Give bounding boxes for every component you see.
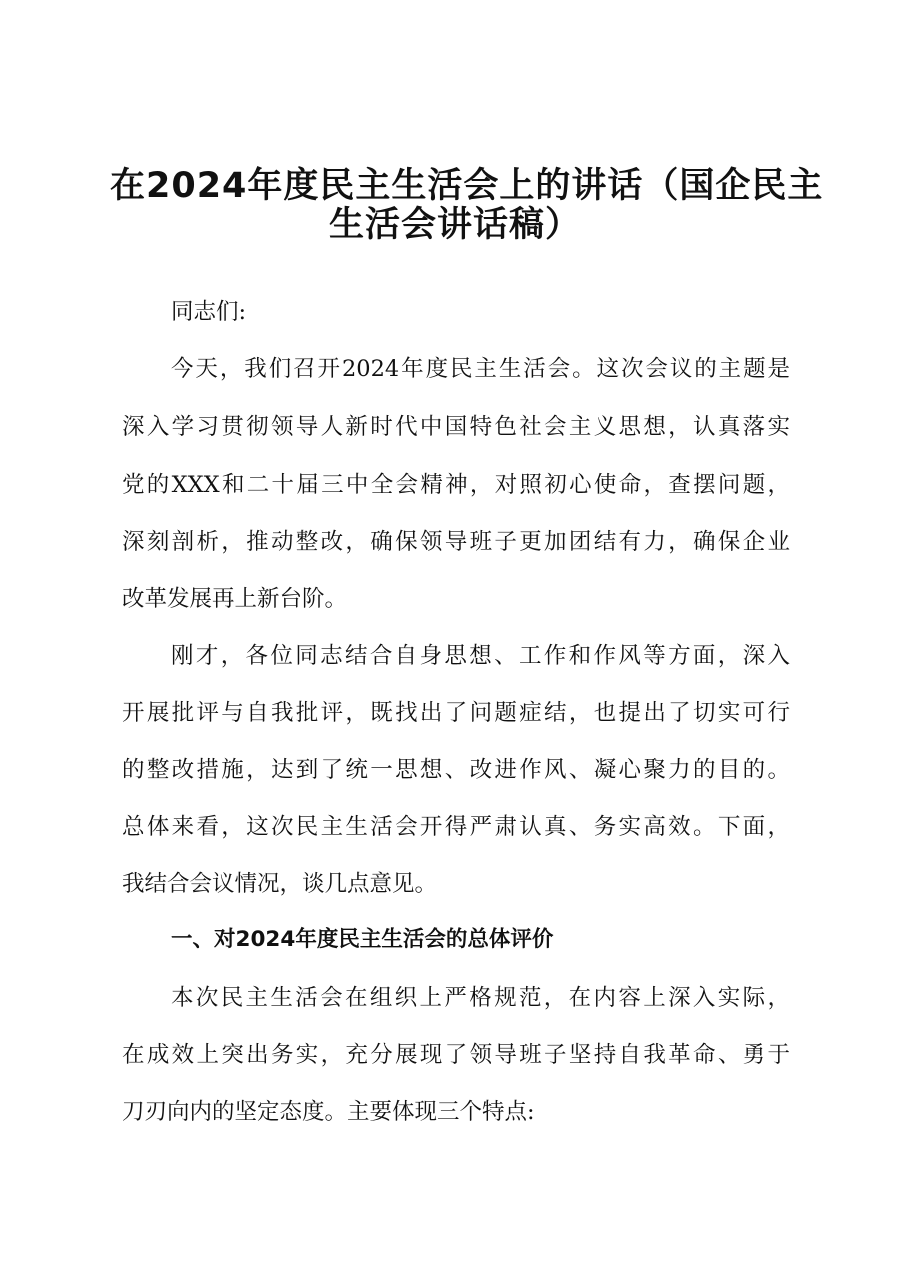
section-paragraph-line-3: 刀刃向内的坚定态度。主要体现三个特点:: [122, 1099, 535, 1125]
paragraph-1-line-4: 深刻剖析，推动整改，确保领导班子更加团结有力，确保企业: [122, 529, 790, 555]
paragraph-2-line-2: 开展批评与自我批评，既找出了问题症结，也提出了切实可行: [122, 700, 790, 726]
document-title-line-1: 在2024年度民主生活会上的讲话（国企民主: [110, 166, 824, 206]
paragraph-2-line-1: 刚才，各位同志结合自身思想、工作和作风等方面，深入: [171, 643, 790, 669]
section-paragraph-line-2: 在成效上突出务实，充分展现了领导班子坚持自我革命、勇于: [122, 1042, 790, 1068]
paragraph-2-line-3: 的整改措施，达到了统一思想、改进作风、凝心聚力的目的。: [122, 757, 790, 783]
paragraph-2-line-5: 我结合会议情况，谈几点意见。: [122, 871, 438, 897]
salutation: 同志们:: [171, 299, 247, 325]
paragraph-1-line-3: 党的XXX和二十届三中全会精神，对照初心使命，查摆问题，: [122, 472, 790, 498]
document-title-line-2: 生活会讲话稿）: [328, 205, 581, 245]
paragraph-1-line-1: 今天，我们召开2024年度民主生活会。这次会议的主题是: [171, 356, 790, 382]
paragraph-2-line-4: 总体来看，这次民主生活会开得严肃认真、务实高效。下面，: [122, 814, 790, 840]
section-heading: 一、对2024年度民主生活会的总体评价: [171, 927, 554, 952]
paragraph-1-line-2: 深入学习贯彻领导人新时代中国特色社会主义思想，认真落实: [122, 414, 790, 440]
section-paragraph-line-1: 本次民主生活会在组织上严格规范，在内容上深入实际，: [171, 985, 790, 1011]
paragraph-1-line-5: 改革发展再上新台阶。: [122, 586, 348, 612]
